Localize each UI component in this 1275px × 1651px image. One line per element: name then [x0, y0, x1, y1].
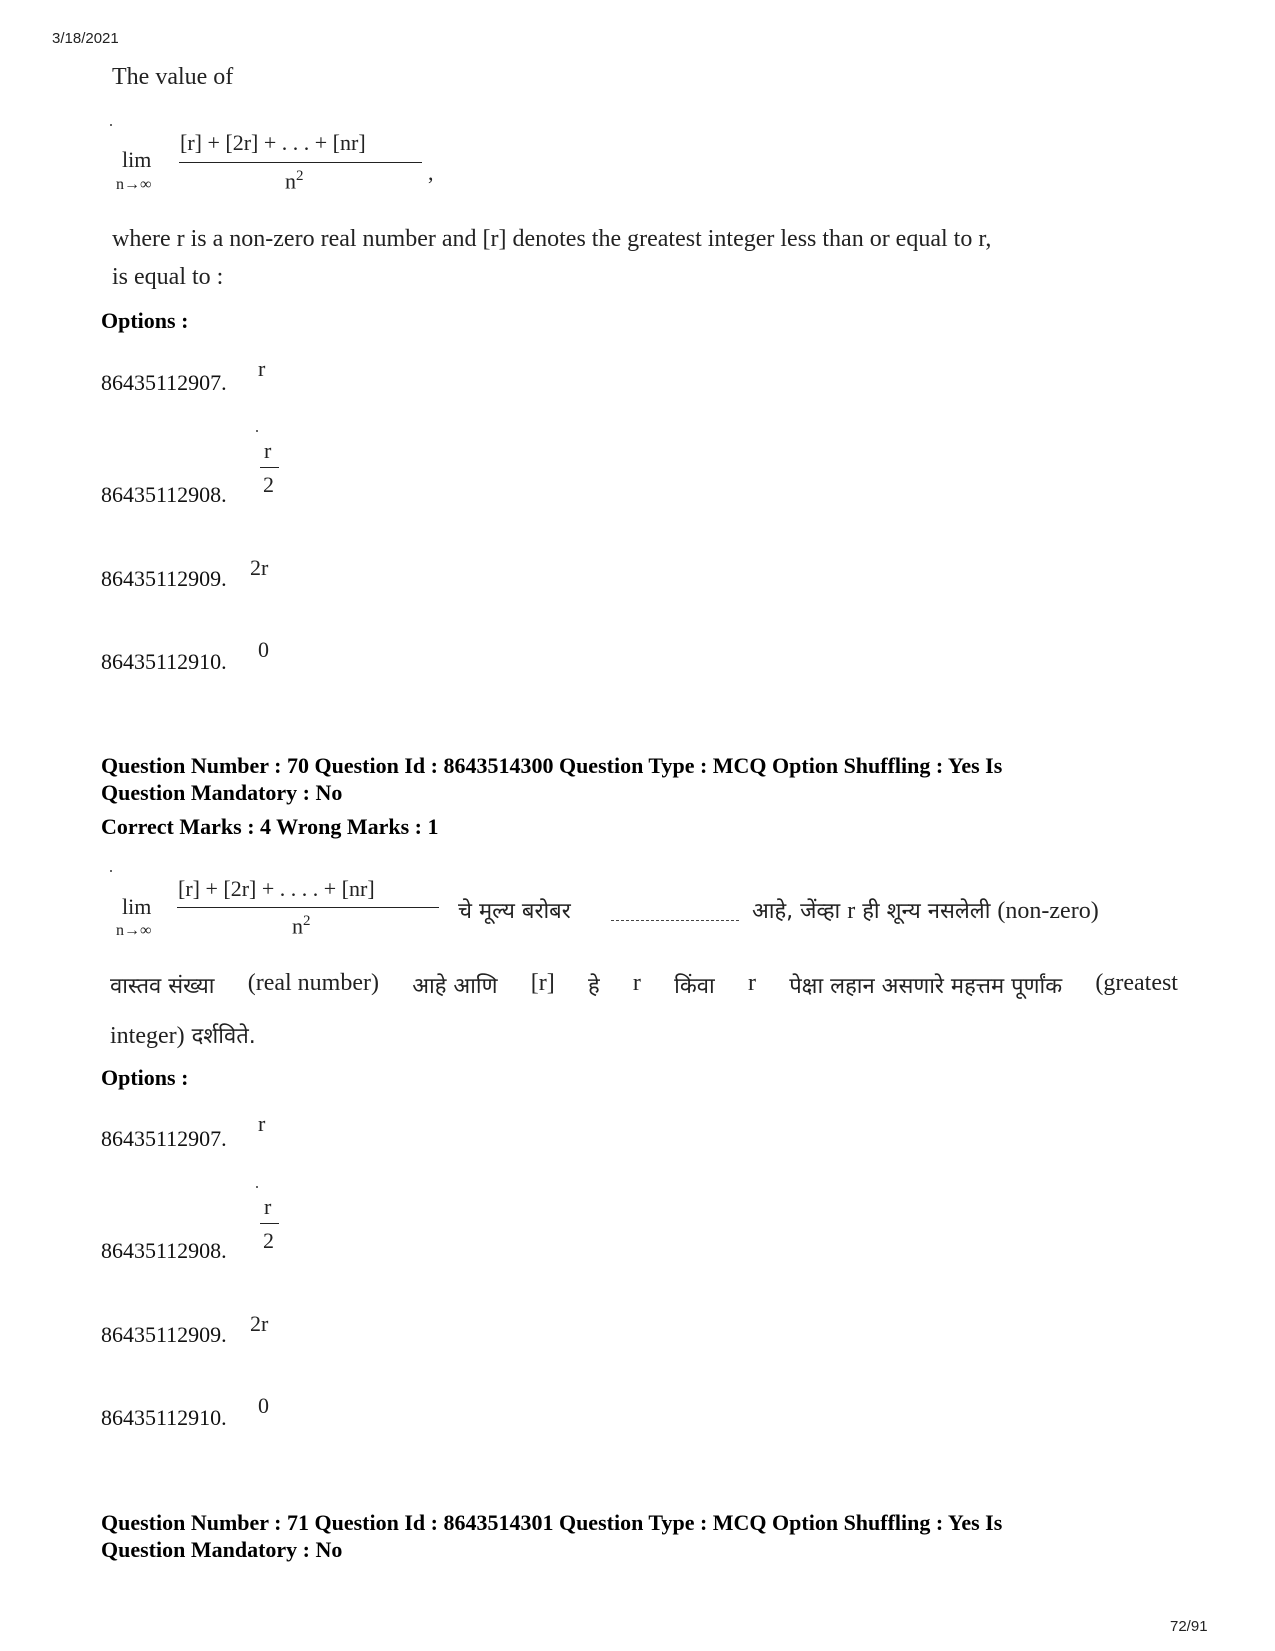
q70-denominator-exp: 2 — [303, 913, 311, 929]
q69-denominator — [285, 168, 304, 194]
q70-option-2-id: 86435112908. — [101, 1238, 227, 1263]
q69-numerator: [r] + [2r] + . . . + [nr] — [180, 130, 366, 155]
q71-meta-line-2: Question Mandatory : No — [101, 1537, 343, 1562]
q70-marathi-line-2 — [110, 970, 1178, 1000]
q69-option-2-dot — [256, 430, 258, 432]
q70-options-label: Options : — [101, 1065, 189, 1090]
q70-option-3-value: 2r — [250, 1311, 269, 1336]
q70-option-1-value: r — [258, 1111, 266, 1136]
q70-mr-3a: integer) — [110, 1023, 185, 1049]
q69-intro: The value of — [112, 64, 234, 90]
q71-meta-line-1: Question Number : 71 Question Id : 8643514301 Question Type : MCQ Option Shuffling : Yes Is — [101, 1510, 1003, 1535]
q70-meta-line-1: Question Number : 70 Question Id : 8643514300 Question Type : MCQ Option Shuffling : Yes Is — [101, 753, 1003, 778]
q69-option-2-num: r — [264, 438, 272, 463]
q70-marathi-line-1a: चे मूल्य बरोबर — [458, 899, 571, 924]
q70-marathi-line-1b — [752, 895, 1099, 925]
q70-marks: Correct Marks : 4 Wrong Marks : 1 — [101, 814, 439, 839]
q70-option-2-bar — [260, 1223, 279, 1224]
q70-fraction-bar — [177, 907, 439, 908]
q70-mr-3b: दर्शविते. — [191, 1024, 256, 1049]
q69-denominator-exp: 2 — [296, 168, 304, 184]
q70-mr-2f: r — [632, 970, 641, 996]
q70-answer-blank — [611, 920, 739, 921]
q69-option-2-bar — [260, 467, 279, 468]
q69-option-3-value: 2r — [250, 555, 269, 580]
q70-lim-sub: n→∞ — [116, 922, 152, 939]
q70-option-1-id: 86435112907. — [101, 1126, 227, 1151]
q70-numerator: [r] + [2r] + . . . . + [nr] — [178, 876, 375, 901]
q70-denominator-base: n — [292, 913, 303, 939]
q70-mr-1b: आहे, जेंव्हा — [752, 899, 841, 924]
q70-lim: lim — [122, 894, 152, 919]
q70-meta-line-2: Question Mandatory : No — [101, 780, 343, 805]
q70-mr-1d: (non-zero) — [997, 898, 1099, 924]
q70-mr-2b: (real number) — [247, 970, 379, 996]
q69-lim-sub: n→∞ — [116, 176, 152, 193]
q70-option-3-id: 86435112909. — [101, 1322, 227, 1347]
print-date: 3/18/2021 — [52, 30, 119, 47]
q69-option-2-id: 86435112908. — [101, 482, 227, 507]
q69-option-1-value: r — [258, 356, 266, 381]
q69-where-line-2: is equal to : — [112, 264, 224, 290]
q70-marathi-line-3 — [110, 1020, 256, 1050]
q70-mr-1r: r — [847, 898, 856, 924]
q70-mr-2i: पेक्षा लहान असणारे महत्तम पूर्णांक — [789, 974, 1063, 999]
q69-image-dot — [110, 124, 112, 126]
q69-option-2-den: 2 — [263, 472, 274, 497]
q70-mr-2g: किंवा — [674, 974, 715, 999]
page-number: 72/91 — [1170, 1618, 1208, 1635]
q69-option-4-id: 86435112910. — [101, 649, 227, 674]
q70-image-dot — [110, 870, 112, 872]
q70-mr-2e: हे — [587, 974, 600, 999]
q69-option-1-id: 86435112907. — [101, 370, 227, 395]
q70-mr-1c: ही शून्य नसलेली — [862, 899, 991, 924]
q70-option-2-dot — [256, 1186, 258, 1188]
q70-mr-2a: वास्तव संख्या — [110, 974, 215, 999]
q70-mr-2c: आहे आणि — [412, 974, 498, 999]
q69-comma: , — [428, 160, 434, 185]
q70-mr-2j: (greatest — [1095, 970, 1178, 996]
q69-option-3-id: 86435112909. — [101, 566, 227, 591]
q69-denominator-base: n — [285, 168, 296, 194]
q70-option-4-id: 86435112910. — [101, 1405, 227, 1430]
q70-denominator — [292, 913, 311, 939]
q70-option-4-value: 0 — [258, 1393, 269, 1418]
q69-lim: lim — [122, 147, 152, 172]
q69-fraction-bar — [179, 162, 422, 163]
q69-options-label: Options : — [101, 308, 189, 333]
q69-where-line-1: where r is a non-zero real number and [r] denotes the greatest integer less than or equal to r, — [112, 226, 992, 252]
q70-mr-2d: [r] — [530, 970, 555, 996]
q69-option-4-value: 0 — [258, 637, 269, 662]
q70-option-2-num: r — [264, 1194, 272, 1219]
q70-mr-2h: r — [747, 970, 756, 996]
q70-option-2-den: 2 — [263, 1228, 274, 1253]
